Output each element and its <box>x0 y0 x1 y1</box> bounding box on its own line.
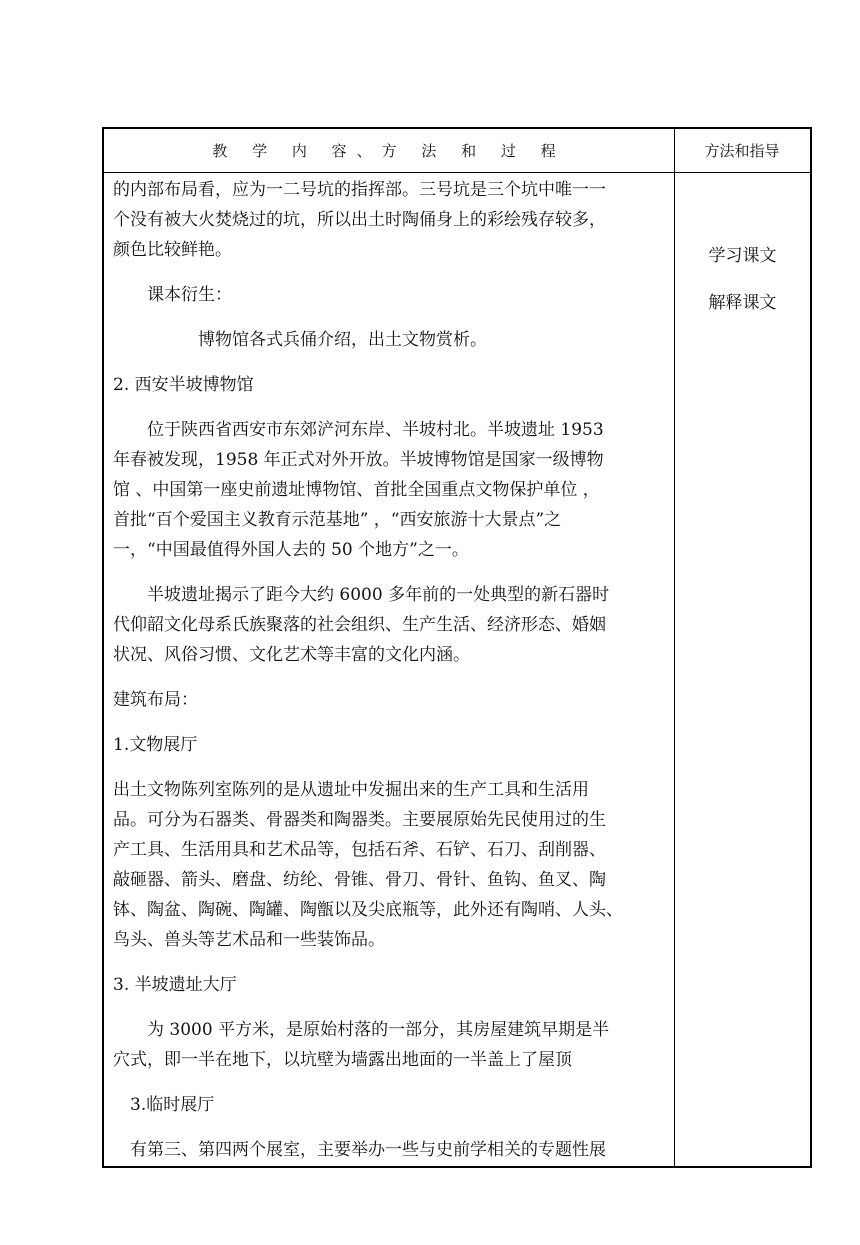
paragraph-museum-intro: 博物馆各式兵俑介绍，出土文物赏析。 <box>198 330 487 350</box>
heading-site-hall: 3. 半坡遗址大厅 <box>113 975 237 995</box>
text-line: 敲砸器、箭头、磨盘、纺纶、骨锥、骨刀、骨针、鱼钩、鱼叉、陶 <box>113 870 606 890</box>
table-header-row <box>104 129 810 173</box>
heading-banpo-museum: 2. 西安半坡博物馆 <box>113 375 254 395</box>
text-line: 有第三、第四两个展室，主要举办一些与史前学相关的专题性展 <box>130 1140 606 1160</box>
text-line: 首批“百个爱国主义教育示范基地” ，“西安旅游十大景点”之 <box>113 510 562 530</box>
paragraph-textbook-derivation: 课本衍生： <box>147 285 232 305</box>
text-line: 馆 、中国第一座史前遗址博物馆、首批全国重点文物保护单位 ， <box>113 480 600 500</box>
text-line: 为 3000 平方米，是原始村落的一部分，其房屋建筑早期是半 <box>147 1020 610 1040</box>
text-line: 代仰韶文化母系氏族聚落的社会组织、生产生活、经济形态、婚姻 <box>113 615 606 635</box>
header-teaching-content: 教 学 内 容、方 法 和 过 程 <box>212 142 566 160</box>
text-line: 年春被发现，1958 年正式对外开放。半坡博物馆是国家一级博物 <box>113 450 604 470</box>
text-line: 穴式，即一半在地下，以坑壁为墙露出地面的一半盖上了屋顶 <box>113 1050 572 1070</box>
text-line: 产工具、生活用具和艺术品等，包括石斧、石铲、石刀、刮削器、 <box>113 840 606 860</box>
lesson-table <box>102 127 812 1168</box>
text-line: 状况、风俗习惯、文化艺术等丰富的文化内涵。 <box>113 645 470 665</box>
side-item-explain-text: 解释课文 <box>708 293 777 313</box>
header-method-guidance: 方法和指导 <box>704 142 780 160</box>
text-line: 品。可分为石器类、骨器类和陶器类。主要展原始先民使用过的生 <box>113 810 606 830</box>
teaching-content-body <box>113 175 663 1165</box>
heading-temporary-hall: 3.临时展厅 <box>130 1095 215 1115</box>
text-line: 鸟头、兽头等艺术品和一些装饰品。 <box>113 930 385 950</box>
side-item-study-text: 学习课文 <box>708 246 777 266</box>
text-line: 个没有被大火焚烧过的坑，所以出土时陶俑身上的彩绘残存较多， <box>113 210 606 230</box>
text-line: 出土文物陈列室陈列的是从遗址中发掘出来的生产工具和生活用 <box>113 780 589 800</box>
heading-architecture-layout: 建筑布局： <box>113 690 198 710</box>
text-line: 钵、陶盆、陶碗、陶罐、陶甑以及尖底瓶等，此外还有陶哨、人头、 <box>113 900 623 920</box>
text-line: 一，“中国最值得外国人去的 50 个地方”之一。 <box>113 540 469 560</box>
heading-artifact-hall: 1.文物展厅 <box>113 735 198 755</box>
text-line: 的内部布局看，应为一二号坑的指挥部。三号坑是三个坑中唯一一 <box>113 180 606 200</box>
text-line: 半坡遗址揭示了距今大约 6000 多年前的一处典型的新石器时 <box>147 585 610 605</box>
method-guidance-column <box>675 233 810 327</box>
text-line: 位于陕西省西安市东郊浐河东岸、半坡村北。半坡遗址 1953 <box>147 420 604 440</box>
text-line: 颜色比较鲜艳。 <box>113 240 232 260</box>
